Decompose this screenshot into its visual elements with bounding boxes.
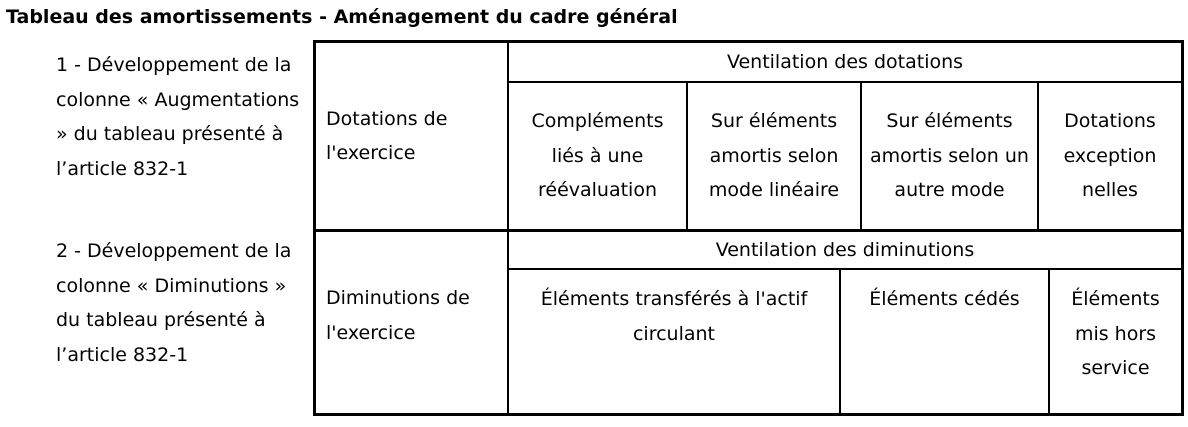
page-title: Tableau des amortissements - Aménagement du cadre général	[6, 6, 678, 28]
table-border-bottom	[313, 413, 1184, 416]
note-diminutions: 2 - Développement de la colonne « Diminutions » du tableau présenté à l’article 832-1	[56, 240, 292, 366]
row-label-diminutions: Diminutions de l'exercice	[326, 287, 470, 344]
divider-diminutions-header	[507, 268, 1184, 270]
col-mode-lineaire: Sur éléments amortis selon mode linéaire	[708, 110, 840, 202]
table-border-right	[1181, 40, 1184, 416]
col-complements-reevaluation: Compléments liés à une réévaluation	[531, 110, 664, 202]
note-augmentations: 1 - Développement de la colonne « Augmentations » du tableau présenté à l’article 832-1	[56, 54, 300, 180]
col-transferes-actif-circulant: Éléments transférés à l'actif circulant	[540, 288, 808, 345]
col-dotations-exceptionnelles: Dotations exception nelles	[1063, 110, 1157, 202]
col-autre-mode: Sur éléments amortis selon un autre mode	[870, 110, 1029, 202]
col-elements-cedes: Éléments cédés	[869, 288, 1020, 310]
amortissements-table	[313, 40, 1184, 416]
col-mis-hors-service: Éléments mis hors service	[1071, 288, 1160, 379]
header-ventilation-dotations: Ventilation des dotations	[726, 50, 964, 73]
header-ventilation-diminutions: Ventilation des diminutions	[715, 238, 975, 261]
row-label-dotations: Dotations de l'exercice	[326, 107, 448, 164]
